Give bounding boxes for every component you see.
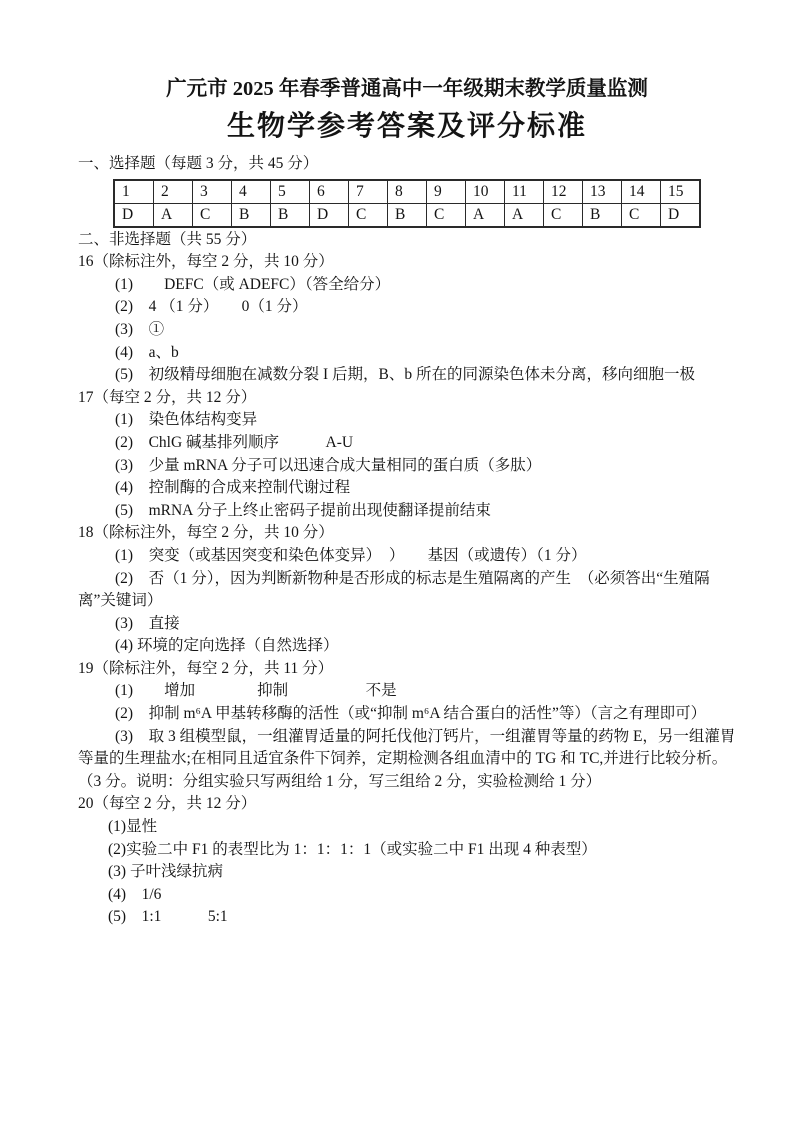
question-number-cell: 6 [309, 181, 348, 203]
q17-answer-2: (2) ChlG 碱基排列顺序 A-U [115, 433, 354, 451]
q19-answer-1: (1) 增加 抑制 不是 [115, 682, 397, 700]
question-number-cell: 10 [465, 181, 504, 203]
answer-cell: B [270, 204, 309, 226]
question-number-cell: 5 [270, 181, 309, 203]
answer-cell: B [231, 204, 270, 226]
mc-answer-table [113, 179, 701, 228]
answer-cell: D [122, 205, 134, 223]
answer-cell: C [348, 204, 387, 226]
q16-answer-2: (2) 4 （1 分） 0（1 分） [115, 298, 308, 316]
q20-answer-3: (3) 子叶浅绿抗病 [108, 863, 223, 881]
q16-answer-5: (5) 初级精母细胞在减数分裂 I 后期，B、b 所在的同源染色体未分离，移向细胞一极 [115, 366, 695, 384]
q18-answer-3: (3) 直接 [115, 614, 180, 632]
answer-cell: C [192, 204, 231, 226]
q20-answer-5: (5) 1:1 5:1 [108, 908, 228, 926]
q16-answer-1: (1) DEFC（或 ADEFC）（答全给分） [115, 275, 391, 293]
exam-title: 广元市 2025 年春季普通高中一年级期末教学质量监测 [166, 78, 648, 100]
question-number-cell: 14 [621, 181, 660, 203]
question-number-row [115, 181, 699, 203]
question-number-cell: 8 [387, 181, 426, 203]
answer-cell: D [660, 204, 699, 226]
q16-answer-4: (4) a、b [115, 343, 179, 361]
answer-cell: C [621, 204, 660, 226]
question-number-cell: 7 [348, 181, 387, 203]
question-number-cell: 3 [192, 181, 231, 203]
q20-answer-1: (1)显性 [108, 818, 158, 836]
q18-answer-2: (2) 否（1 分），因为判断新物种是否形成的标志是生殖隔离的产生 （必须答出“生殖隔离”关键词） [78, 569, 710, 610]
answer-cell: D [309, 204, 348, 226]
question-number-cell: 11 [504, 181, 543, 203]
q20-answer-4: (4) 1/6 [108, 885, 162, 903]
question-number-cell: 1 [122, 182, 130, 200]
answer-cell: B [582, 204, 621, 226]
q19-answer-3: (3) 取 3 组模型鼠，一组灌胃适量的阿托伐他汀钙片，一组灌胃等量的药物 E，另一组灌胃等量的生理盐水;在相同且适宜条件下饲养，定期检测各组血清中的 TG 和 TC,并进行比较分析。（3 分。说明：分组实验只写两组给 1 分，写三组给 2 分，实验检测给 1 分） [78, 727, 736, 790]
question-number-cell: 12 [543, 181, 582, 203]
answer-cell: A [153, 204, 192, 226]
question-19-heading: 19（除标注外，每空 2 分，共 11 分） [78, 659, 334, 677]
question-number-cell: 13 [582, 181, 621, 203]
answer-row [115, 203, 699, 226]
q18-answer-4: (4) 环境的定向选择（自然选择） [115, 637, 339, 655]
question-number-cell: 9 [426, 181, 465, 203]
q16-answer-3: (3) ① [115, 320, 165, 338]
q19-answer-2: (2) 抑制 m⁶A 甲基转移酶的活性（或“抑制 m⁶A 结合蛋白的活性”等）（言之有理即可） [115, 705, 707, 723]
q18-answer-1: (1) 突变（或基因突变和染色体变异） ） 基因（或遗传）（1 分） [115, 546, 587, 564]
q17-answer-4: (4) 控制酶的合成来控制代谢过程 [115, 479, 351, 497]
answer-cell: B [387, 204, 426, 226]
question-20-heading: 20（每空 2 分，共 12 分） [78, 795, 257, 813]
q17-answer-1: (1) 染色体结构变异 [115, 411, 258, 429]
q17-answer-3: (3) 少量 mRNA 分子可以迅速合成大量相同的蛋白质（多肽） [115, 456, 542, 474]
q20-answer-2: (2)实验二中 F1 的表型比为 1：1：1：1（或实验二中 F1 出现 4 种表型） [108, 840, 597, 858]
answer-cell: A [504, 204, 543, 226]
question-16-heading: 16（除标注外，每空 2 分，共 10 分） [78, 253, 334, 271]
question-number-cell: 2 [153, 181, 192, 203]
question-18-heading: 18（除标注外，每空 2 分，共 10 分） [78, 524, 334, 542]
q17-answer-5: (5) mRNA 分子上终止密码子提前出现使翻译提前结束 [115, 501, 491, 519]
answer-cell: C [543, 204, 582, 226]
question-17-heading: 17（每空 2 分，共 12 分） [78, 388, 257, 406]
question-number-cell: 15 [660, 181, 699, 203]
question-number-cell: 4 [231, 181, 270, 203]
section-2-heading: 二、非选择题（共 55 分） [78, 230, 257, 248]
section-1-heading: 一、选择题（每题 3 分，共 45 分） [78, 155, 319, 172]
answer-key-title: 生物学参考答案及评分标准 [226, 110, 587, 141]
answer-cell: C [426, 204, 465, 226]
answer-cell: A [465, 204, 504, 226]
